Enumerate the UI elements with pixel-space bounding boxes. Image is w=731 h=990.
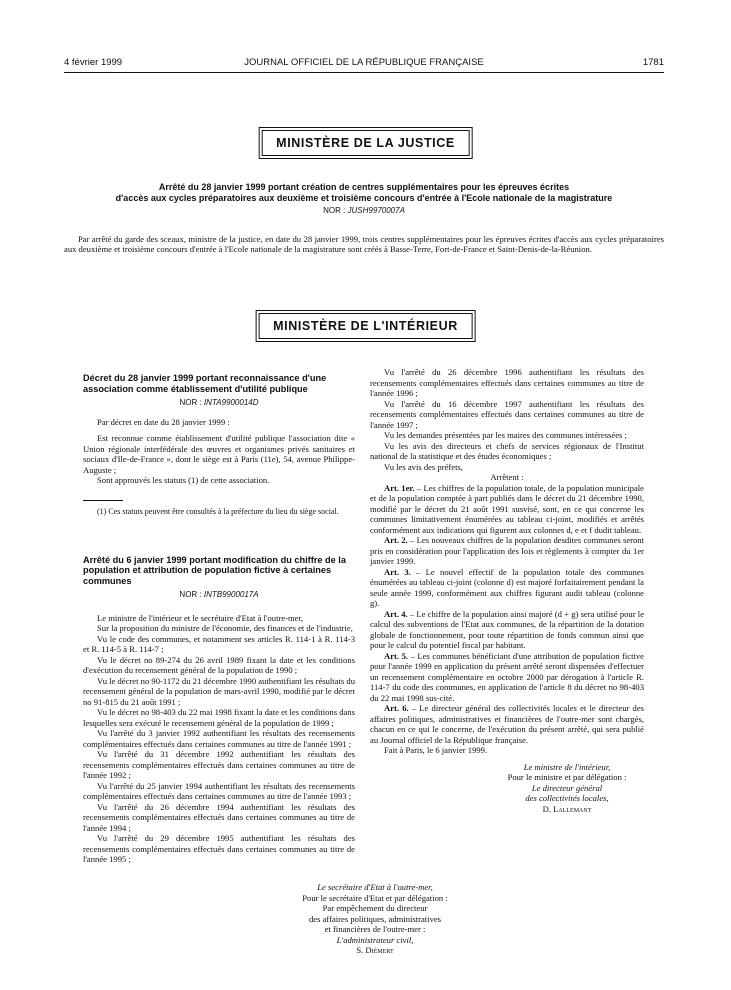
justice-nor: NOR : JUSH9970007A — [323, 206, 405, 215]
arrete-left-para: Vu l'arrêté du 25 janvier 1994 authentifiant les résultats des recensements complémentaires effectués dans certaines communes au titre de l'année 1993 ; — [83, 780, 355, 801]
signatory-name: S. Diémert — [356, 945, 394, 955]
article-1: Art. 1er. – Les chiffres de la population totale, de la population municipale et de la population comptée à part publiés dans le décret du 21 décembre 1990, modifié par le décret du 21 août 1991 susvisé, sont, en ce qui concerne les communes limitativement énumérées au tableau ci-joint, modifiés et arrêtés conformément aux indications qui figurent aux colonnes d, e et f dudit tableau. — [370, 482, 644, 535]
left-column — [83, 373, 355, 865]
arrete-right-para: Vu l'arrêté du 16 décembre 1997 authentifiant les résultats des recensements complémentaires effectués dans certaines communes au titre de l'année 1997 ; — [370, 398, 644, 430]
arretent: Arrêtent : — [490, 472, 524, 482]
ministry-justice-box — [258, 127, 473, 159]
decret-nor: NOR : INTA9900014D — [179, 398, 259, 407]
arrete-right-para: Vu les demandes présentées par les maires des communes intéressées ; — [384, 430, 627, 440]
running-header — [64, 57, 664, 71]
arrete-nor-code: INTB9900017A — [203, 590, 259, 599]
arrete-right-para: Vu les avis des directeurs et chefs de services régionaux de l'Institut national de la statistique et des études économiques ; — [370, 440, 644, 461]
justice-title-line2: d'accès aux cycles préparatoires aux deuxième et troisième concours d'entrée à l'Ecole nationale de la magistrature — [115, 193, 613, 203]
signature-secretaire: Le secrétaire d'Etat à l'outre-mer, Pour le secrétaire d'Etat et par délégation : Par empêchement du directeur des affaires politiques, administratives et financières de l'outre-mer : L'administrateur civil, S. Diémert — [265, 882, 485, 956]
arrete-left-para: Vu l'arrêté du 29 décembre 1995 authentifiant les résultats des recensements complémentaires effectués dans certaines communes au titre de l'année 1995 ; — [83, 833, 355, 864]
article-3: Art. 3. – Le nouvel effectif de la population totale des communes énumérées au tableau ci-joint (colonne d) est majoré forfaitairement pendant la seule année 1999, conformément aux chiffres figurant audit tableau (colonne g). — [370, 566, 645, 608]
justice-nor-code: JUSH9970007A — [347, 206, 405, 215]
right-column — [370, 367, 644, 814]
arrete-right-para: Vu l'arrêté du 26 décembre 1996 authentifiant les résultats des recensements complémentaires effectués dans certaines communes au titre de l'année 1996 ; — [370, 367, 644, 398]
arrete-left-para: Vu le décret no 90-1172 du 21 décembre 1990 authentifiant les résultats du recensement général de la population de mars-avril 1990, modifié par le décret no 91-815 du 21 août 1991 ; — [83, 675, 355, 707]
justice-paragraph: Par arrêté du garde des sceaux, ministre de la justice, en date du 28 janvier 1999, trois centres supplémentaires pour les épreuves écrites d'accès aux cycles préparatoires aux deuxième et troisième concours d'entrée à l'Ecole nationale de la magistrature sont créés à Basse-Terre, Fort-de-France et Saint-Denis-de-la-Réunion. — [64, 234, 664, 255]
arrete-left-para: Vu le code des communes, et notamment ses articles R. 114-1 à R. 114-3 et R. 114-5 à R. 114-7 ; — [83, 633, 355, 654]
footnote-rule — [83, 500, 123, 501]
justice-decree-title — [64, 182, 664, 204]
decret-title: Décret du 28 janvier 1999 portant reconnaissance d'une association comme établissement d'utilité publique — [83, 373, 327, 394]
header-journal-title: JOURNAL OFFICIEL DE LA RÉPUBLIQUE FRANÇAISE — [244, 57, 484, 68]
signatory-name: D. Lallemant — [542, 803, 592, 814]
fait-a-paris: Fait à Paris, le 6 janvier 1999. — [384, 745, 488, 755]
header-page-number: 1781 — [642, 57, 664, 68]
arrete-left-para: Sur la proposition du ministre de l'économie, des finances et de l'industrie, — [97, 623, 353, 633]
header-date: 4 février 1999 — [64, 57, 123, 68]
decret-p3: Sont approuvés les statuts (1) de cette association. — [97, 475, 270, 485]
arrete-left-para: Vu le décret no 89-274 du 26 avril 1989 fixant la date et les conditions d'exécution du recensement général de la population de 1990 ; — [83, 654, 355, 675]
article-6: Art. 6. – Le directeur général des collectivités locales et le directeur des affaires politiques, administratives et financières de l'outre-mer sont chargés, chacun en ce qui le concerne, de l'exécution du présent arrêté, qui sera publié au Journal officiel de la République française. — [370, 703, 645, 745]
arrete-right-para: Vu les avis des préfets, — [384, 461, 463, 472]
arrete-left-para: Le ministre de l'intérieur et le secrétaire d'Etat à l'outre-mer, — [97, 612, 304, 623]
arrete-left-para: Vu l'arrêté du 26 décembre 1994 authentifiant les résultats des recensements complémentaires effectués dans certaines communes au titre de l'année 1994 ; — [83, 801, 355, 833]
header-rule — [64, 72, 664, 73]
signature-ministre: Le ministre de l'intérieur, Pour le ministre et par délégation : Le directeur général des collectivités locales, D. Lallemant — [370, 762, 644, 815]
arrete-title: Arrêté du 6 janvier 1999 portant modification du chiffre de la population et attribution de population fictive à certaines communes — [83, 554, 346, 586]
decret-footnote: (1) Ces statuts peuvent être consultés à la préfecture du lieu du siège social. — [97, 506, 339, 516]
article-4: Art. 4. – Le chiffre de la population ainsi majoré (d + g) sera utilisé pour le calcul des subventions de l'Etat aux communes, de la répartition de la dotation globale de fonctionnement, pour toute répartition de fonds commun ainsi que pour le calcul du potentiel fiscal par habitant. — [370, 608, 645, 650]
decret-p1: Par décret en date du 28 janvier 1999 : — [97, 416, 230, 427]
arrete-nor: NOR : INTB9900017A — [179, 590, 259, 599]
justice-title-line1: Arrêté du 28 janvier 1999 portant création de centres supplémentaires pour les épreuves écrites — [158, 182, 570, 192]
arrete-left-para: Vu le décret no 98-403 du 22 mai 1998 fixant la date et les conditions dans lesquelles sera exécuté le recensement général de la population de 1999 ; — [83, 707, 355, 728]
ministry-interieur-title: MINISTÈRE DE L'INTÉRIEUR — [258, 313, 473, 339]
ministry-justice-title: MINISTÈRE DE LA JUSTICE — [261, 130, 470, 156]
arrete-left-para: Vu l'arrêté du 3 janvier 1992 authentifiant les résultats des recensements complémentaires effectués dans certaines communes au titre de l'année 1991 ; — [83, 728, 355, 749]
ministry-interieur-box — [255, 310, 476, 342]
article-5: Art. 5. – Les communes bénéficiant d'une attribution de population fictive pour l'année 1999 en application du présent arrêté seront dispensées d'effectuer un recensement complémentaire en octobre 2000 par dérogation à l'article R. 114-7 du code des communes, en application de l'article 8 du décret no 98-403 du 22 mai 1998 sus-cité. — [370, 650, 644, 703]
article-2: Art. 2. – Les nouveaux chiffres de la population desdites communes seront pris en considération pour l'application des lois et règlements à compter du 1er janvier 1999. — [370, 535, 644, 566]
decret-nor-code: INTA9900014D — [203, 398, 259, 407]
arrete-left-para: Vu l'arrêté du 31 décembre 1992 authentifiant les résultats des recensements complémentaires effectués dans certaines communes au titre de l'année 1992 ; — [83, 749, 355, 780]
decret-p2: Est reconnue comme établissement d'utilité publique l'association dite « Union régionale interfédérale des œuvres et organismes privés sanitaires et sociaux d'Ile-de-France », dont le siège est à Paris (11e), 54, avenue Philippe-Auguste ; — [83, 433, 355, 475]
